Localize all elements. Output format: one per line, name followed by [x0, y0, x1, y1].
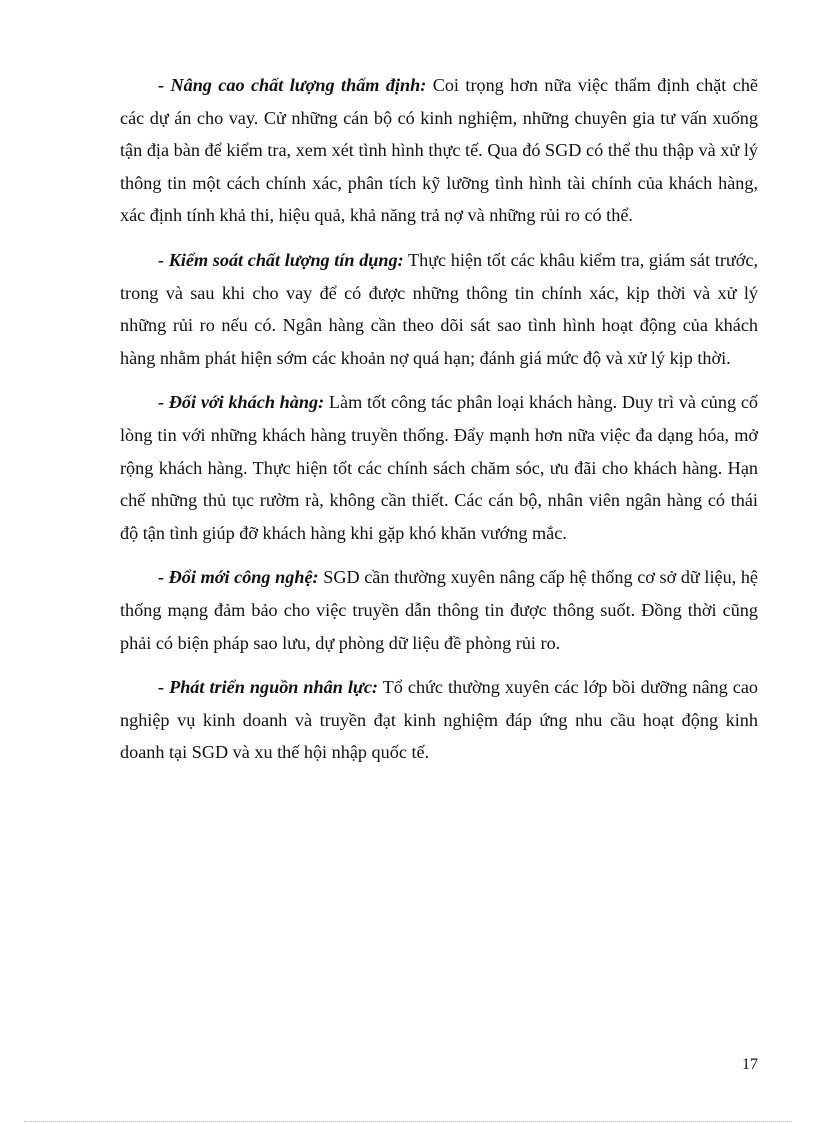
paragraph-heading: - Kiểm soát chất lượng tín dụng:	[158, 249, 404, 270]
paragraph-heading: - Phát triển nguồn nhân lực:	[158, 677, 378, 698]
paragraph-technology	[120, 561, 758, 659]
paragraph-text: SGD cần thường xuyên nâng cấp hệ thống cơ sở dữ liệu, hệ thống mạng đảm bảo cho việc truyền dẫn thông tin được thông suốt. Đồng thời cũng phải có biện pháp sao lưu, dự phòng dữ liệu đề phòng rủi ro.	[120, 567, 758, 653]
page-number: 17	[742, 1056, 758, 1073]
paragraph-heading: - Đối với khách hàng:	[158, 392, 325, 413]
paragraph-customers	[120, 386, 758, 549]
paragraph-heading: - Đổi mới công nghệ:	[158, 567, 319, 588]
paragraph-text: Thực hiện tốt các khâu kiểm tra, giám sát trước, trong và sau khi cho vay để có được những thông tin chính xác, kịp thời và xử lý những rủi ro nếu có. Ngân hàng cần theo dõi sát sao tình hình hoạt động của khách hàng nhằm phát hiện sớm các khoản nợ quá hạn; đánh giá mức độ và xử lý kịp thời.	[120, 249, 758, 368]
document-body	[120, 69, 758, 781]
paragraph-text: Tổ chức thường xuyên các lớp bồi dưỡng nâng cao nghiệp vụ kinh doanh và truyền đạt kinh nghiệm đáp ứng nhu cầu hoạt động kinh doanh tại SGD và xu thế hội nhập quốc tế.	[120, 677, 758, 763]
paragraph-credit-control	[120, 244, 758, 374]
paragraph-heading: - Nâng cao chất lượng thẩm định:	[158, 75, 427, 95]
paragraph-text: Coi trọng hơn nữa việc thẩm định chặt chẽ các dự án cho vay. Cử những cán bộ có kinh nghiệm, những chuyên gia tư vấn xuống tận địa bàn để kiểm tra, xem xét tình hình thực tế. Qua đó SGD có thể thu thập và xử lý thông tin một cách chính xác, phân tích kỹ lưỡng tình hình tài chính của khách hàng, xác định tính khả thi, hiệu quả, khả năng trả nợ và những rủi ro có thể.	[120, 75, 758, 226]
paragraph-text: Làm tốt công tác phân loại khách hàng. Duy trì và củng cố lòng tin với những khách hàng truyền thống. Đẩy mạnh hơn nữa việc đa dạng hóa, mở rộng khách hàng. Thực hiện tốt các chính sách chăm sóc, ưu đãi cho khách hàng. Hạn chế những thủ tục rườm rà, không cần thiết. Các cán bộ, nhân viên ngân hàng có thái độ tận tình giúp đỡ khách hàng khi gặp khó khăn vướng mắc.	[120, 392, 758, 543]
page-bottom-divider	[24, 1121, 792, 1122]
paragraph-human-resources	[120, 671, 758, 769]
paragraph-quality-appraisal	[120, 69, 758, 232]
